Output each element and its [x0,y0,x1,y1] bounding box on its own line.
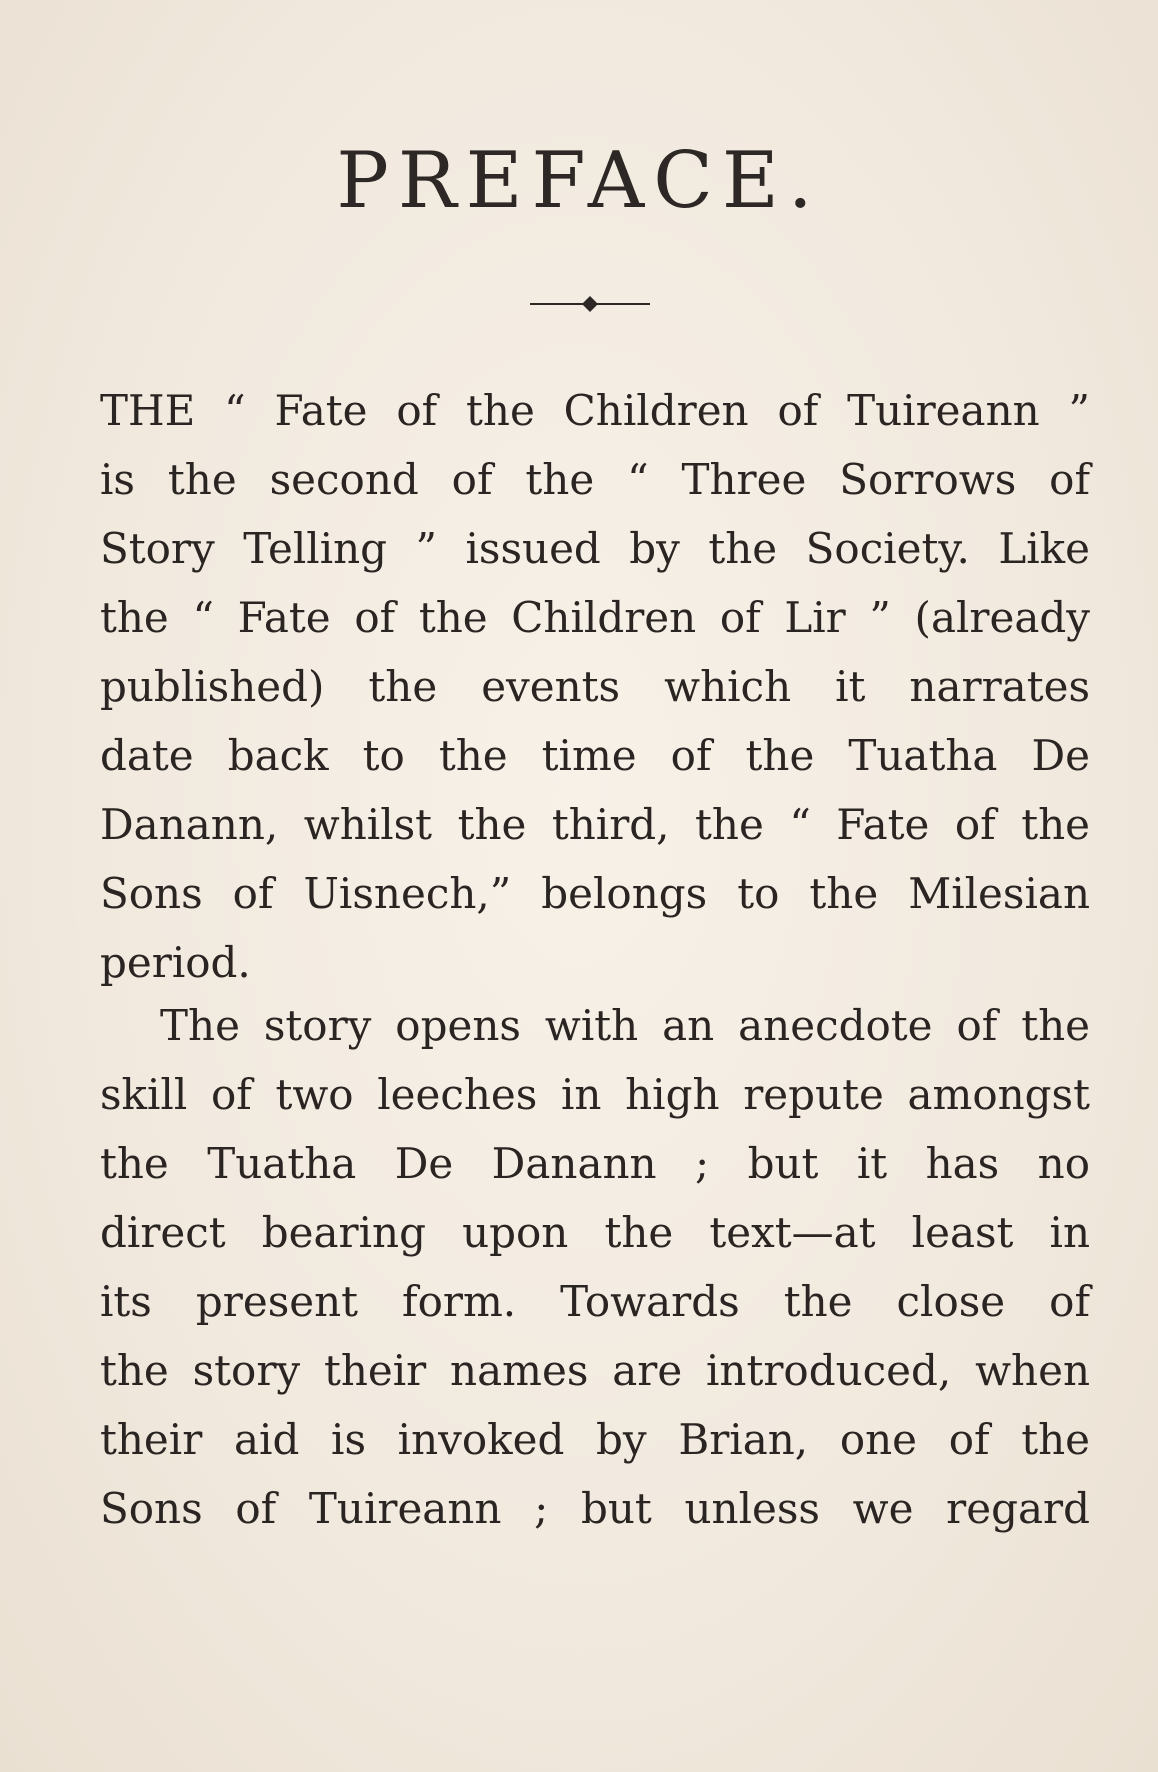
text-line: the story their names are introduced, when [100,1346,1090,1395]
text-line: its present form. Towards the close of [100,1277,1090,1326]
preface-body [100,376,1090,1543]
text-line: THE “ Fate of the Children of Tuireann ” [100,386,1090,435]
text-line: Story Telling ” issued by the Society. Like [100,524,1090,573]
text-line: The story opens with an anecdote of the [160,1001,1090,1050]
text-line: the Tuatha De Danann ; but it has no [100,1139,1090,1188]
text-line: Danann, whilst the third, the “ Fate of the [100,800,1090,849]
text-line: date back to the time of the Tuatha De [100,731,1090,780]
text-line: period. [100,938,251,987]
text-line: their aid is invoked by Brian, one of the [100,1415,1090,1464]
text-line: Sons of Tuireann ; but unless we regard [100,1484,1090,1533]
text-line: Sons of Uisnech,” belongs to the Milesian [100,869,1090,918]
text-line: skill of two leeches in high repute amongst [100,1070,1090,1119]
text-line: the “ Fate of the Children of Lir ” (already [100,593,1090,642]
text-line: published) the events which it narrates [100,662,1090,711]
page-title: PREFACE. [336,136,822,226]
diamond-rule-ornament-icon [530,292,650,316]
text-line: direct bearing upon the text—at least in [100,1208,1090,1257]
paragraph-2 [100,991,1090,1543]
paragraph-1 [100,376,1090,997]
text-line: is the second of the “ Three Sorrows of [100,455,1090,504]
